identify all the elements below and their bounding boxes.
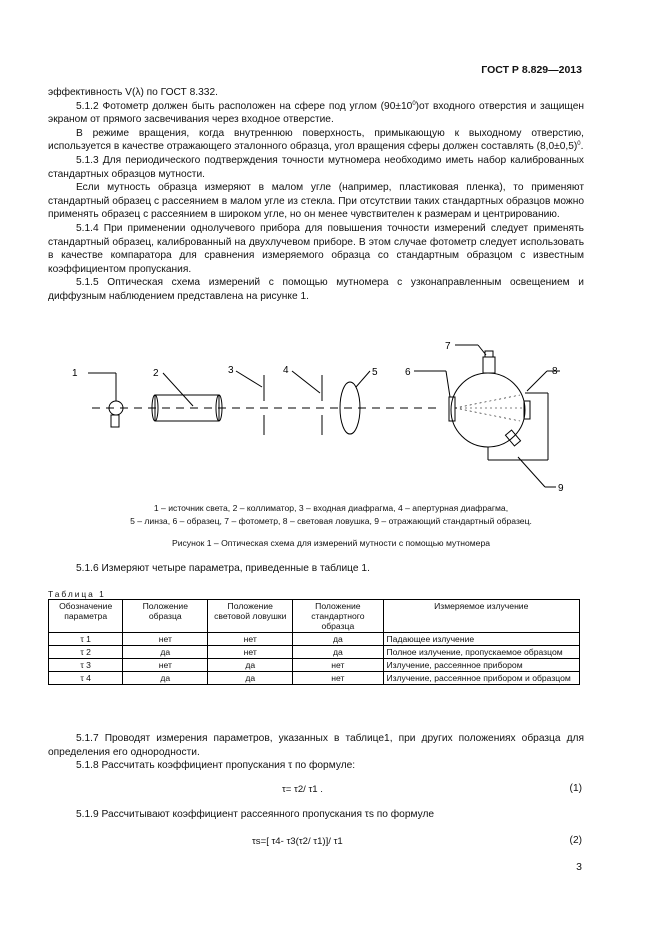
table-header-row (49, 600, 580, 633)
table-label: Таблица 1 (48, 589, 106, 599)
paragraph-5-1-4: 5.1.4 При применении однолучевого прибора для повышения точности измерений следует применять стандартный образец, калиброванный на двухлучевом приборе. В этом случае фотометр следует использовать в качестве компаратора для сравнения измеряемого образца со стандартным образцом с известным коэффициентом пропускания. (48, 222, 584, 275)
figure-label-1: 1 (72, 368, 78, 379)
table-cell: да (123, 672, 208, 685)
figure-label-8: 8 (552, 366, 558, 377)
table-cell: да (293, 633, 383, 646)
table-cell: нет (208, 633, 293, 646)
table-cell: нет (123, 633, 208, 646)
paragraph-continuation: эффективность V(λ) по ГОСТ 8.332. (48, 87, 218, 98)
table-row (49, 633, 580, 646)
table-cell: нет (208, 646, 293, 659)
table-cell: τ 1 (49, 633, 123, 646)
table-cell: Полное излучение, пропускаемое образцом (383, 646, 580, 659)
formula-1-number: (1) (569, 783, 582, 794)
table-cell: τ 3 (49, 659, 123, 672)
figure-label-4: 4 (283, 365, 289, 376)
table-cell: нет (293, 672, 383, 685)
paragraph-5-1-9: 5.1.9 Рассчитывают коэффициент рассеянного пропускания τs по формуле (76, 809, 435, 820)
paragraph-5-1-2: 5.1.2 Фотометр должен быть расположен на сфере под углом $(90\pm 10^0)от$ входного отверстия и защищен экраном от прямого засвечивания через входное отверстие. (48, 100, 584, 126)
formula-2: τs=[ τ4- τ3(τ2/ τ1)]/ τ1 (252, 836, 343, 847)
figure-label-9: 9 (558, 483, 564, 494)
table-cell: нет (123, 659, 208, 672)
figure-legend-line-2: 5 – линза, 6 – образец, 7 – фотометр, 8 – световая ловушка, 9 – отражающий стандартный образец. (130, 516, 532, 526)
figure-label-2: 2 (153, 368, 159, 379)
figure-caption: Рисунок 1 – Оптическая схема для измерений мутности с помощью мутномера (171, 538, 491, 548)
paragraph-small-angle: Если мутность образца измеряют в малом угле (например, пластиковая пленка), то применяют стандартный образец с рассеянием в малом угле из стекла. При отсутствии таких стандартных образцов можно применять образец с рассеянием в широком угле, но он менее чувствителен к размерам и центрированию. (48, 182, 584, 221)
parameters-table (48, 599, 580, 685)
body-text-bottom (48, 732, 584, 773)
table-cell: да (293, 646, 383, 659)
table-header-cell: Положение стандартного образца (293, 600, 383, 633)
figure-legend (48, 502, 614, 528)
figure-label-5: 5 (372, 367, 378, 378)
figure-label-6: 6 (405, 367, 411, 378)
table-cell: τ 2 (49, 646, 123, 659)
paragraph-5-1-6-block (48, 562, 584, 576)
table-cell: Падающее излучение (383, 633, 580, 646)
figure-label-7: 7 (445, 341, 451, 352)
photometer-shape (483, 357, 495, 373)
paragraph-rotation-mode: В режиме вращения, когда внутреннюю поверхность, примыкающую к выходному отверстию, используется в качестве отражающего эталонного образца, угол вращения сферы должен составлять $(8,0\pm 0,5)^0$. (48, 127, 584, 153)
formula-1: τ= τ2/ τ1 . (282, 784, 323, 795)
table-row (49, 646, 580, 659)
paragraph-5-1-7: 5.1.7 Проводят измерения параметров, указанных в таблице1, при других положениях образца для определения его однородности. (48, 733, 584, 758)
paragraph-5-1-3: 5.1.3 Для периодического подтверждения точности мутномера необходимо иметь набор калиброванных стандартных образцов мутности. (48, 154, 584, 180)
paragraph-5-1-9-block (48, 808, 584, 822)
paragraph-5-1-8: 5.1.8 Рассчитать коэффициент пропускания τ по формуле: (76, 760, 356, 772)
table-cell: Излучение, рассеянное прибором и образцом (383, 672, 580, 685)
paragraph-5-1-5: 5.1.5 Оптическая схема измерений с помощью мутномера с узконаправленным освещением и диффузным наблюдением представлена на рисунке 1. (48, 277, 584, 302)
table-header-cell: Измеряемое излучение (383, 600, 580, 633)
light-source-base (111, 415, 119, 427)
table-header-cell: Положение световой ловушки (208, 600, 293, 633)
paragraph-5-1-6: 5.1.6 Измеряют четыре параметра, приведенные в таблице 1. (76, 563, 370, 574)
table-cell: да (208, 659, 293, 672)
sphere-shape (451, 373, 525, 447)
table-cell: нет (293, 659, 383, 672)
table-row (49, 672, 580, 685)
document-header: ГОСТ Р 8.829—2013 (481, 64, 582, 76)
table-row (49, 659, 580, 672)
optical-scheme-figure (0, 335, 661, 495)
figure-legend-line-1: 1 – источник света, 2 – коллиматор, 3 – входная диафрагма, 4 – апертурная диафрагма, (153, 503, 509, 513)
table-cell: да (208, 672, 293, 685)
figure-label-3: 3 (228, 365, 234, 376)
table-cell: Излучение, рассеянное прибором (383, 659, 580, 672)
table-header-cell: Обозначение параметра (49, 600, 123, 633)
formula-2-number: (2) (569, 835, 582, 846)
page-number: 3 (576, 861, 582, 873)
table-cell: да (123, 646, 208, 659)
reflecting-standard-shape (505, 430, 520, 446)
body-text-top (48, 86, 584, 304)
table-header-cell: Положение образца (123, 600, 208, 633)
table-cell: τ 4 (49, 672, 123, 685)
